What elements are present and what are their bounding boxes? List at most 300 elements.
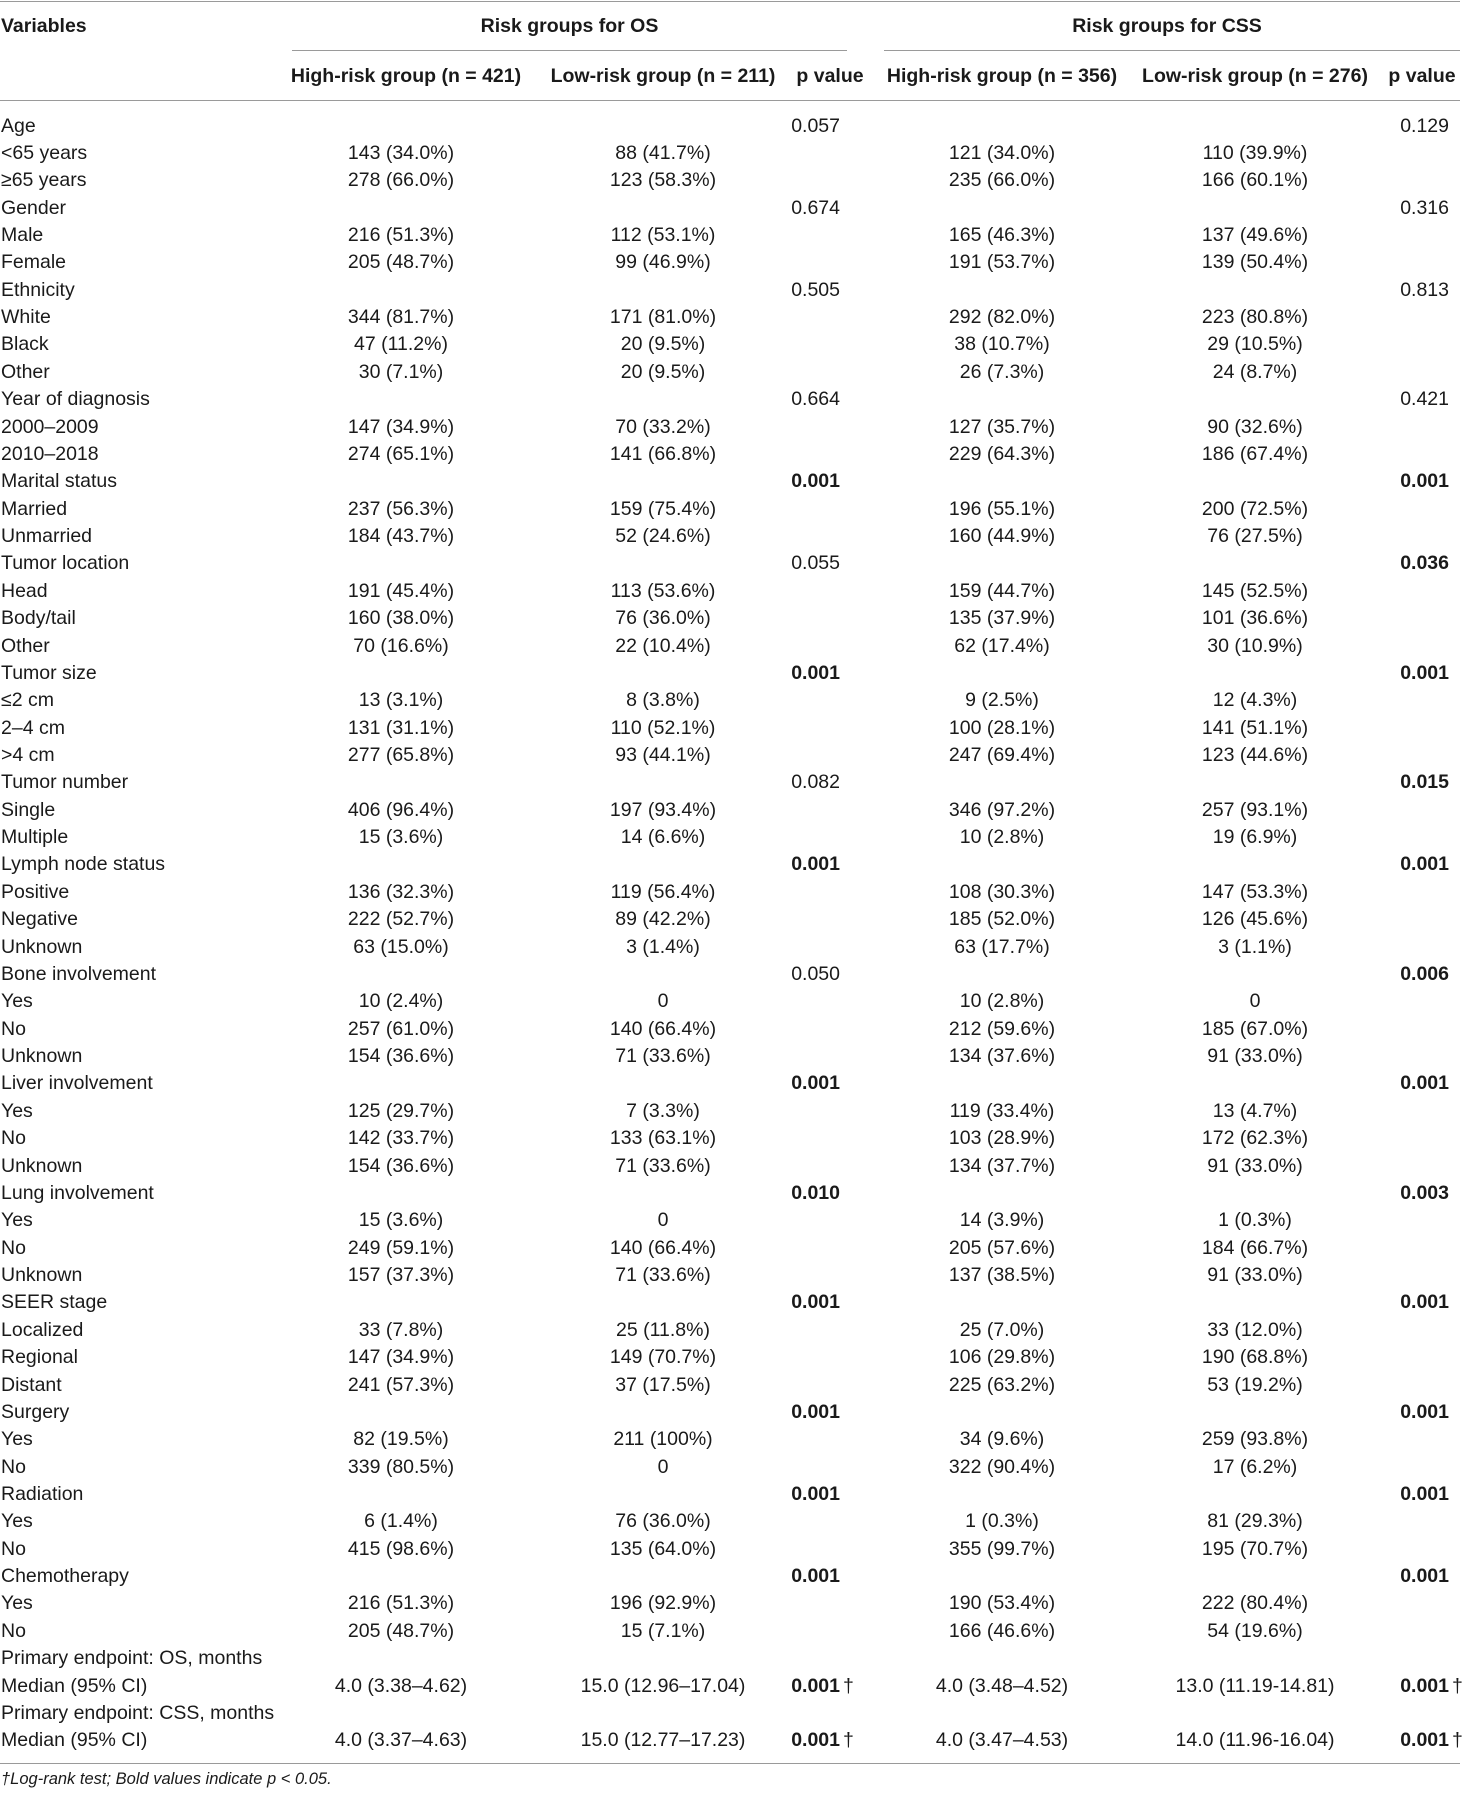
dagger-mark: † <box>1452 1729 1463 1752</box>
cell-css-p <box>1393 386 1449 413</box>
table-row <box>0 1563 1460 1590</box>
table-row <box>0 715 1460 742</box>
cell-css-low: 147 (53.3%) <box>1201 880 1309 903</box>
cell-os-low: 3 (1.4%) <box>626 935 700 958</box>
table-row <box>0 414 1460 441</box>
table-row <box>0 1481 1460 1508</box>
cell-os-low: 196 (92.9%) <box>609 1592 717 1615</box>
row-label: Head <box>1 579 48 602</box>
cell-os-high: 15 (3.6%) <box>358 826 444 849</box>
cell-css-high: 292 (82.0%) <box>948 306 1056 329</box>
cell-css-p <box>1393 1727 1463 1754</box>
cell-os-p-value: 0.001 <box>791 1400 840 1423</box>
cell-css-p-value: 0.001 <box>1400 1072 1449 1095</box>
row-label: ≤2 cm <box>1 689 54 712</box>
cell-os-low: 211 (100%) <box>613 1428 713 1451</box>
cell-css-low: 1 (0.3%) <box>1218 1209 1292 1232</box>
row-label: Married <box>1 497 68 520</box>
row-label: Multiple <box>1 826 69 849</box>
cell-os-high: 4.0 (3.37–4.63) <box>334 1729 468 1752</box>
cell-os-low: 14 (6.6%) <box>620 826 706 849</box>
table-row <box>0 961 1460 988</box>
row-label: Bone involvement <box>1 962 157 985</box>
header-group-os: Risk groups for OS <box>480 15 659 37</box>
cell-css-low: 12 (4.3%) <box>1212 689 1298 712</box>
cell-css-high: 185 (52.0%) <box>948 908 1056 931</box>
cell-os-p <box>790 550 840 577</box>
cell-css-low: 222 (80.4%) <box>1201 1592 1309 1615</box>
cell-os-low: 76 (36.0%) <box>615 1510 711 1533</box>
cell-os-high: 47 (11.2%) <box>354 333 448 356</box>
cell-css-high: 346 (97.2%) <box>948 798 1056 821</box>
table-row <box>0 1043 1460 1070</box>
row-label: Positive <box>1 880 70 903</box>
table-row <box>0 1700 1460 1727</box>
header-os-low: Low-risk group (n = 211) <box>550 65 776 87</box>
cell-css-low: 19 (6.9%) <box>1212 826 1298 849</box>
cell-os-p-value: 0.001 <box>791 1483 840 1505</box>
cell-css-p-value: 0.129 <box>1400 114 1449 137</box>
table-row <box>0 851 1460 878</box>
cell-os-high: 15 (3.6%) <box>358 1209 444 1232</box>
table-row <box>0 742 1460 769</box>
cell-os-p <box>790 113 840 140</box>
cell-os-low: 8 (3.8%) <box>626 689 700 712</box>
row-label: Marital status <box>1 470 117 493</box>
row-label: Yes <box>1 990 33 1013</box>
cell-os-high: 184 (43.7%) <box>347 525 455 548</box>
cell-css-low: 24 (8.7%) <box>1212 360 1298 383</box>
cell-css-p <box>1393 1563 1449 1590</box>
table-row <box>0 1508 1460 1535</box>
cell-css-high: 34 (9.6%) <box>959 1428 1045 1451</box>
cell-css-high: 212 (59.6%) <box>948 1017 1056 1040</box>
cell-css-high: 160 (44.9%) <box>948 525 1056 548</box>
cell-os-low: 149 (70.7%) <box>609 1346 717 1369</box>
row-label: No <box>1 1619 26 1642</box>
cell-os-low: 0 <box>657 990 669 1013</box>
cell-os-low: 89 (42.2%) <box>615 908 711 931</box>
cell-css-high: 103 (28.9%) <box>948 1127 1056 1150</box>
cell-css-low: 145 (52.5%) <box>1201 579 1309 602</box>
cell-os-high: 33 (7.8%) <box>358 1318 444 1341</box>
cell-os-p-value: 0.001 † <box>791 1727 840 1754</box>
row-label: Negative <box>1 908 78 931</box>
row-label: Gender <box>1 196 67 219</box>
row-label: Tumor number <box>1 771 129 794</box>
table-row <box>0 222 1460 249</box>
cell-css-low: 186 (67.4%) <box>1201 442 1309 465</box>
cell-css-p-value: 0.001 <box>1400 853 1449 876</box>
row-label: Tumor location <box>1 552 130 575</box>
cell-css-high: 10 (2.8%) <box>959 990 1045 1013</box>
table-row <box>0 1673 1463 1700</box>
cell-os-low: 140 (66.4%) <box>609 1236 717 1259</box>
cell-os-p-value: 0.505 <box>791 278 840 301</box>
table-row <box>0 1289 1460 1316</box>
cell-os-low: 197 (93.4%) <box>609 798 717 821</box>
cell-css-high: 191 (53.7%) <box>948 251 1056 274</box>
row-label: Unknown <box>1 1045 83 1068</box>
cell-os-p <box>790 1563 840 1590</box>
row-label: Black <box>1 333 49 356</box>
cell-css-p-value: 0.001 † <box>1400 1673 1449 1700</box>
cell-os-low: 22 (10.4%) <box>615 634 711 657</box>
cell-css-low: 259 (93.8%) <box>1201 1428 1309 1451</box>
table-row <box>0 1262 1460 1289</box>
cell-css-high: 26 (7.3%) <box>959 360 1045 383</box>
cell-css-p-value: 0.001 <box>1400 1483 1449 1505</box>
cell-os-low: 71 (33.6%) <box>615 1154 711 1177</box>
cell-css-p-value: 0.001 <box>1400 1565 1449 1588</box>
table-row <box>0 1070 1460 1097</box>
row-label: Lymph node status <box>1 853 166 876</box>
cell-css-high: 62 (17.4%) <box>954 634 1050 657</box>
table-row <box>0 906 1460 933</box>
cell-os-high: 13 (3.1%) <box>358 689 444 712</box>
cell-os-low: 135 (64.0%) <box>609 1537 717 1560</box>
row-label: Primary endpoint: OS, months <box>1 1647 263 1670</box>
cell-os-low: 25 (11.8%) <box>616 1318 710 1341</box>
row-label: Regional <box>1 1346 78 1369</box>
cell-os-high: 30 (7.1%) <box>358 360 444 383</box>
header-rule <box>0 100 1460 101</box>
cell-os-low: 113 (53.6%) <box>610 579 716 602</box>
cell-os-high: 339 (80.5%) <box>347 1455 455 1478</box>
footnote: †Log-rank test; Bold values indicate p < 0.05. <box>1 1770 332 1788</box>
cell-css-low: 0 <box>1249 990 1261 1013</box>
row-label: Radiation <box>1 1483 84 1505</box>
cell-os-low: 15.0 (12.96–17.04) <box>580 1674 746 1697</box>
cell-css-p <box>1393 1481 1449 1508</box>
table-row <box>0 496 1460 523</box>
cell-css-low: 200 (72.5%) <box>1201 497 1309 520</box>
cell-os-high: 154 (36.6%) <box>347 1045 455 1068</box>
cell-os-p-value: 0.050 <box>791 962 840 985</box>
cell-os-low: 0 <box>657 1209 669 1232</box>
row-label: Lung involvement <box>1 1181 154 1204</box>
table-row <box>0 633 1460 660</box>
row-label: Yes <box>1 1209 33 1232</box>
cell-os-low: 37 (17.5%) <box>615 1373 711 1396</box>
cell-css-high: 137 (38.5%) <box>948 1264 1056 1287</box>
table-row <box>0 660 1460 687</box>
cell-os-high: 274 (65.1%) <box>347 442 455 465</box>
table-row <box>0 605 1460 632</box>
cell-os-p <box>790 1070 840 1097</box>
row-label: Age <box>1 114 36 137</box>
row-label: Median (95% CI) <box>1 1729 148 1752</box>
cell-css-p <box>1393 1399 1449 1426</box>
table-row <box>0 988 1460 1015</box>
cell-css-high: 134 (37.7%) <box>948 1154 1056 1177</box>
cell-css-p <box>1393 660 1449 687</box>
cell-os-low: 159 (75.4%) <box>609 497 717 520</box>
cell-css-high: 235 (66.0%) <box>948 169 1056 192</box>
cell-css-low: 126 (45.6%) <box>1201 908 1309 931</box>
cell-os-high: 205 (48.7%) <box>347 251 455 274</box>
table-row <box>0 550 1460 577</box>
cell-css-low: 172 (62.3%) <box>1201 1127 1309 1150</box>
cell-os-high: 70 (16.6%) <box>353 634 449 657</box>
cell-os-p <box>790 1289 840 1316</box>
table-row <box>0 1727 1463 1754</box>
cell-css-p <box>1393 1673 1463 1700</box>
cell-os-high: 154 (36.6%) <box>347 1154 455 1177</box>
cell-css-high: 10 (2.8%) <box>959 826 1045 849</box>
cell-css-high: 9 (2.5%) <box>965 689 1039 712</box>
top-rule <box>0 1 1460 2</box>
cell-os-p-value: 0.057 <box>791 114 840 137</box>
row-label: No <box>1 1537 26 1560</box>
row-label: Yes <box>1 1099 33 1122</box>
cell-css-high: 229 (64.3%) <box>948 442 1056 465</box>
table-row <box>0 1590 1460 1617</box>
row-label: Median (95% CI) <box>1 1674 148 1697</box>
row-label: White <box>1 306 51 329</box>
cell-os-p-value: 0.082 <box>791 771 840 794</box>
cell-os-high: 237 (56.3%) <box>347 497 455 520</box>
cell-os-high: 157 (37.3%) <box>347 1264 455 1287</box>
row-label: Localized <box>1 1318 84 1341</box>
cell-os-high: 277 (65.8%) <box>347 744 455 766</box>
cell-css-low: 17 (6.2%) <box>1212 1455 1298 1478</box>
row-label: No <box>1 1127 26 1150</box>
cell-os-low: 133 (63.1%) <box>609 1127 717 1150</box>
cell-css-low: 184 (66.7%) <box>1201 1236 1309 1259</box>
cell-css-low: 3 (1.1%) <box>1218 935 1292 958</box>
cell-os-p <box>790 277 840 304</box>
table-row <box>0 1536 1460 1563</box>
row-label: Other <box>1 360 50 383</box>
row-label: Other <box>1 634 50 657</box>
table-row <box>0 1454 1460 1481</box>
table-row <box>0 769 1460 796</box>
table-row <box>0 277 1460 304</box>
header-group-css: Risk groups for CSS <box>1072 15 1262 37</box>
cell-css-low: 30 (10.9%) <box>1207 634 1303 657</box>
cell-os-high: 216 (51.3%) <box>347 1592 455 1615</box>
cell-os-p-value: 0.664 <box>791 388 840 411</box>
cell-css-p <box>1393 851 1449 878</box>
dagger-mark: † <box>1452 1674 1463 1697</box>
cell-css-p-value: 0.003 <box>1400 1181 1449 1204</box>
cell-css-p <box>1393 769 1449 796</box>
table-row <box>0 1016 1460 1043</box>
header-css-high: High-risk group (n = 356) <box>886 65 1118 87</box>
row-label: Distant <box>1 1373 62 1396</box>
cell-css-low: 29 (10.5%) <box>1207 333 1303 356</box>
cell-os-high: 257 (61.0%) <box>347 1017 455 1040</box>
cell-css-low: 91 (33.0%) <box>1207 1154 1303 1177</box>
cell-os-p-value: 0.001 <box>791 853 840 876</box>
cell-os-low: 7 (3.3%) <box>626 1099 700 1122</box>
table-row <box>0 523 1460 550</box>
cell-css-high: 63 (17.7%) <box>954 935 1050 958</box>
table-row <box>0 1399 1460 1426</box>
dagger-mark: † <box>843 1674 854 1697</box>
cell-os-p-value: 0.055 <box>791 552 840 575</box>
cell-os-low: 52 (24.6%) <box>615 525 711 548</box>
cell-os-high: 191 (45.4%) <box>347 579 455 602</box>
row-label: Ethnicity <box>1 278 75 301</box>
cell-css-high: 1 (0.3%) <box>965 1510 1039 1533</box>
cell-css-high: 127 (35.7%) <box>948 415 1056 438</box>
cell-os-low: 123 (58.3%) <box>609 169 717 192</box>
cell-os-low: 141 (66.8%) <box>609 442 717 465</box>
cell-css-high: 166 (46.6%) <box>948 1619 1056 1642</box>
cell-css-p <box>1393 550 1449 577</box>
cell-os-low: 71 (33.6%) <box>615 1264 711 1287</box>
cell-os-high: 205 (48.7%) <box>347 1619 455 1642</box>
cell-css-low: 223 (80.8%) <box>1201 306 1309 329</box>
table-row <box>0 1125 1460 1152</box>
cell-os-p-value: 0.001 <box>791 470 840 493</box>
row-label: Year of diagnosis <box>1 388 150 411</box>
cell-os-low: 15 (7.1%) <box>620 1619 706 1642</box>
cell-os-high: 63 (15.0%) <box>353 935 449 958</box>
cell-os-high: 142 (33.7%) <box>347 1127 455 1150</box>
cell-css-p <box>1393 1070 1449 1097</box>
cell-css-p-value: 0.421 <box>1400 388 1449 411</box>
cell-css-low: 185 (67.0%) <box>1201 1017 1309 1040</box>
cell-css-p <box>1393 277 1449 304</box>
table-row <box>0 824 1460 851</box>
cell-css-high: 159 (44.7%) <box>948 579 1056 602</box>
cell-os-low: 110 (52.1%) <box>610 716 716 739</box>
cell-os-high: 160 (38.0%) <box>347 607 455 630</box>
cell-os-high: 344 (81.7%) <box>347 306 455 329</box>
cell-os-low: 0 <box>657 1455 669 1478</box>
table-row <box>0 167 1460 194</box>
cell-os-p-value: 0.001 <box>791 1072 840 1095</box>
cell-os-high: 241 (57.3%) <box>347 1373 455 1396</box>
cell-css-p <box>1393 113 1449 140</box>
cell-os-low: 140 (66.4%) <box>609 1017 717 1040</box>
row-label: Female <box>1 251 67 274</box>
cell-css-p <box>1393 1180 1449 1207</box>
row-label: No <box>1 1236 26 1259</box>
table-row <box>0 1372 1460 1399</box>
cell-os-high: 147 (34.9%) <box>347 415 455 438</box>
header-os-p: p value <box>796 65 864 87</box>
row-label: ≥65 years <box>1 169 87 192</box>
table-row <box>0 140 1460 167</box>
table-row <box>0 331 1460 358</box>
cell-os-p <box>790 386 840 413</box>
row-label: No <box>1 1455 26 1478</box>
cell-css-p <box>1393 468 1449 495</box>
cell-os-low: 88 (41.7%) <box>615 141 711 164</box>
cell-os-high: 4.0 (3.38–4.62) <box>334 1674 468 1697</box>
cell-os-low: 112 (53.1%) <box>610 223 716 246</box>
cell-css-low: 137 (49.6%) <box>1201 223 1309 246</box>
table-row <box>0 1235 1460 1262</box>
table-row <box>0 195 1460 222</box>
row-label: Single <box>1 798 56 821</box>
table-row <box>0 249 1460 276</box>
cell-css-low: 14.0 (11.96-16.04) <box>1175 1729 1335 1752</box>
cell-css-p-value: 0.316 <box>1400 196 1449 219</box>
row-label: >4 cm <box>1 744 55 766</box>
cell-css-low: 54 (19.6%) <box>1207 1619 1303 1642</box>
table-row <box>0 687 1460 714</box>
table-row <box>0 578 1460 605</box>
table-row <box>0 1426 1460 1453</box>
row-label: 2010–2018 <box>1 442 99 465</box>
cell-os-high: 249 (59.1%) <box>347 1236 455 1259</box>
cell-os-p-value: 0.001 <box>791 1565 840 1588</box>
cell-os-high: 82 (19.5%) <box>353 1428 449 1451</box>
cell-os-low: 119 (56.4%) <box>610 880 716 903</box>
row-label: 2–4 cm <box>1 716 65 739</box>
cell-css-high: 14 (3.9%) <box>959 1209 1045 1232</box>
cell-os-p <box>790 195 840 222</box>
table-row <box>0 1317 1460 1344</box>
cell-os-low: 15.0 (12.77–17.23) <box>580 1729 746 1752</box>
cell-os-p-value: 0.001 <box>791 661 840 684</box>
cell-css-high: 119 (33.4%) <box>949 1099 1055 1122</box>
cell-css-p-value: 0.015 <box>1400 771 1449 794</box>
cell-css-p <box>1393 1289 1449 1316</box>
cell-css-low: 110 (39.9%) <box>1202 141 1308 164</box>
cell-css-low: 139 (50.4%) <box>1201 251 1309 274</box>
css-group-rule <box>884 50 1460 51</box>
row-label: Male <box>1 223 44 246</box>
table-row <box>0 1098 1460 1125</box>
cell-css-high: 165 (46.3%) <box>948 223 1056 246</box>
cell-os-high: 10 (2.4%) <box>358 990 444 1013</box>
row-label: Tumor size <box>1 661 97 684</box>
row-label: Yes <box>1 1510 33 1533</box>
header-css-low: Low-risk group (n = 276) <box>1142 65 1368 87</box>
table-row <box>0 934 1460 961</box>
cell-css-high: 108 (30.3%) <box>948 880 1056 903</box>
cell-os-p <box>790 769 840 796</box>
cell-css-high: 225 (63.2%) <box>948 1373 1056 1396</box>
cell-css-low: 195 (70.7%) <box>1201 1537 1309 1560</box>
cell-os-p <box>790 1180 840 1207</box>
cell-css-low: 123 (44.6%) <box>1201 744 1309 766</box>
cell-css-low: 166 (60.1%) <box>1201 169 1309 192</box>
table-row <box>0 1153 1460 1180</box>
row-label: Unknown <box>1 1264 83 1287</box>
row-label: Chemotherapy <box>1 1565 129 1588</box>
cell-css-high: 135 (37.9%) <box>948 607 1056 630</box>
row-label: Surgery <box>1 1400 70 1423</box>
row-label: SEER stage <box>1 1291 108 1314</box>
cell-css-p-value: 0.001 <box>1400 661 1449 684</box>
cell-os-high: 278 (66.0%) <box>347 169 455 192</box>
cell-css-low: 190 (68.8%) <box>1201 1346 1309 1369</box>
cell-css-high: 4.0 (3.47–4.53) <box>935 1729 1069 1752</box>
table-row <box>0 1180 1460 1207</box>
cell-os-high: 147 (34.9%) <box>347 1346 455 1369</box>
cell-css-high: 4.0 (3.48–4.52) <box>935 1674 1069 1697</box>
cell-os-p <box>790 468 840 495</box>
cell-os-low: 20 (9.5%) <box>620 360 706 383</box>
cell-css-p <box>1393 961 1449 988</box>
cell-css-p-value: 0.006 <box>1400 962 1449 985</box>
row-label: <65 years <box>1 141 88 164</box>
cell-os-high: 6 (1.4%) <box>364 1510 438 1533</box>
cell-os-p-value: 0.001 <box>791 1291 840 1314</box>
cell-os-high: 131 (31.1%) <box>347 716 455 739</box>
cell-os-high: 222 (52.7%) <box>347 908 455 931</box>
cell-os-low: 76 (36.0%) <box>615 607 711 630</box>
cell-os-low: 93 (44.1%) <box>615 744 711 766</box>
row-label: Body/tail <box>1 607 76 630</box>
